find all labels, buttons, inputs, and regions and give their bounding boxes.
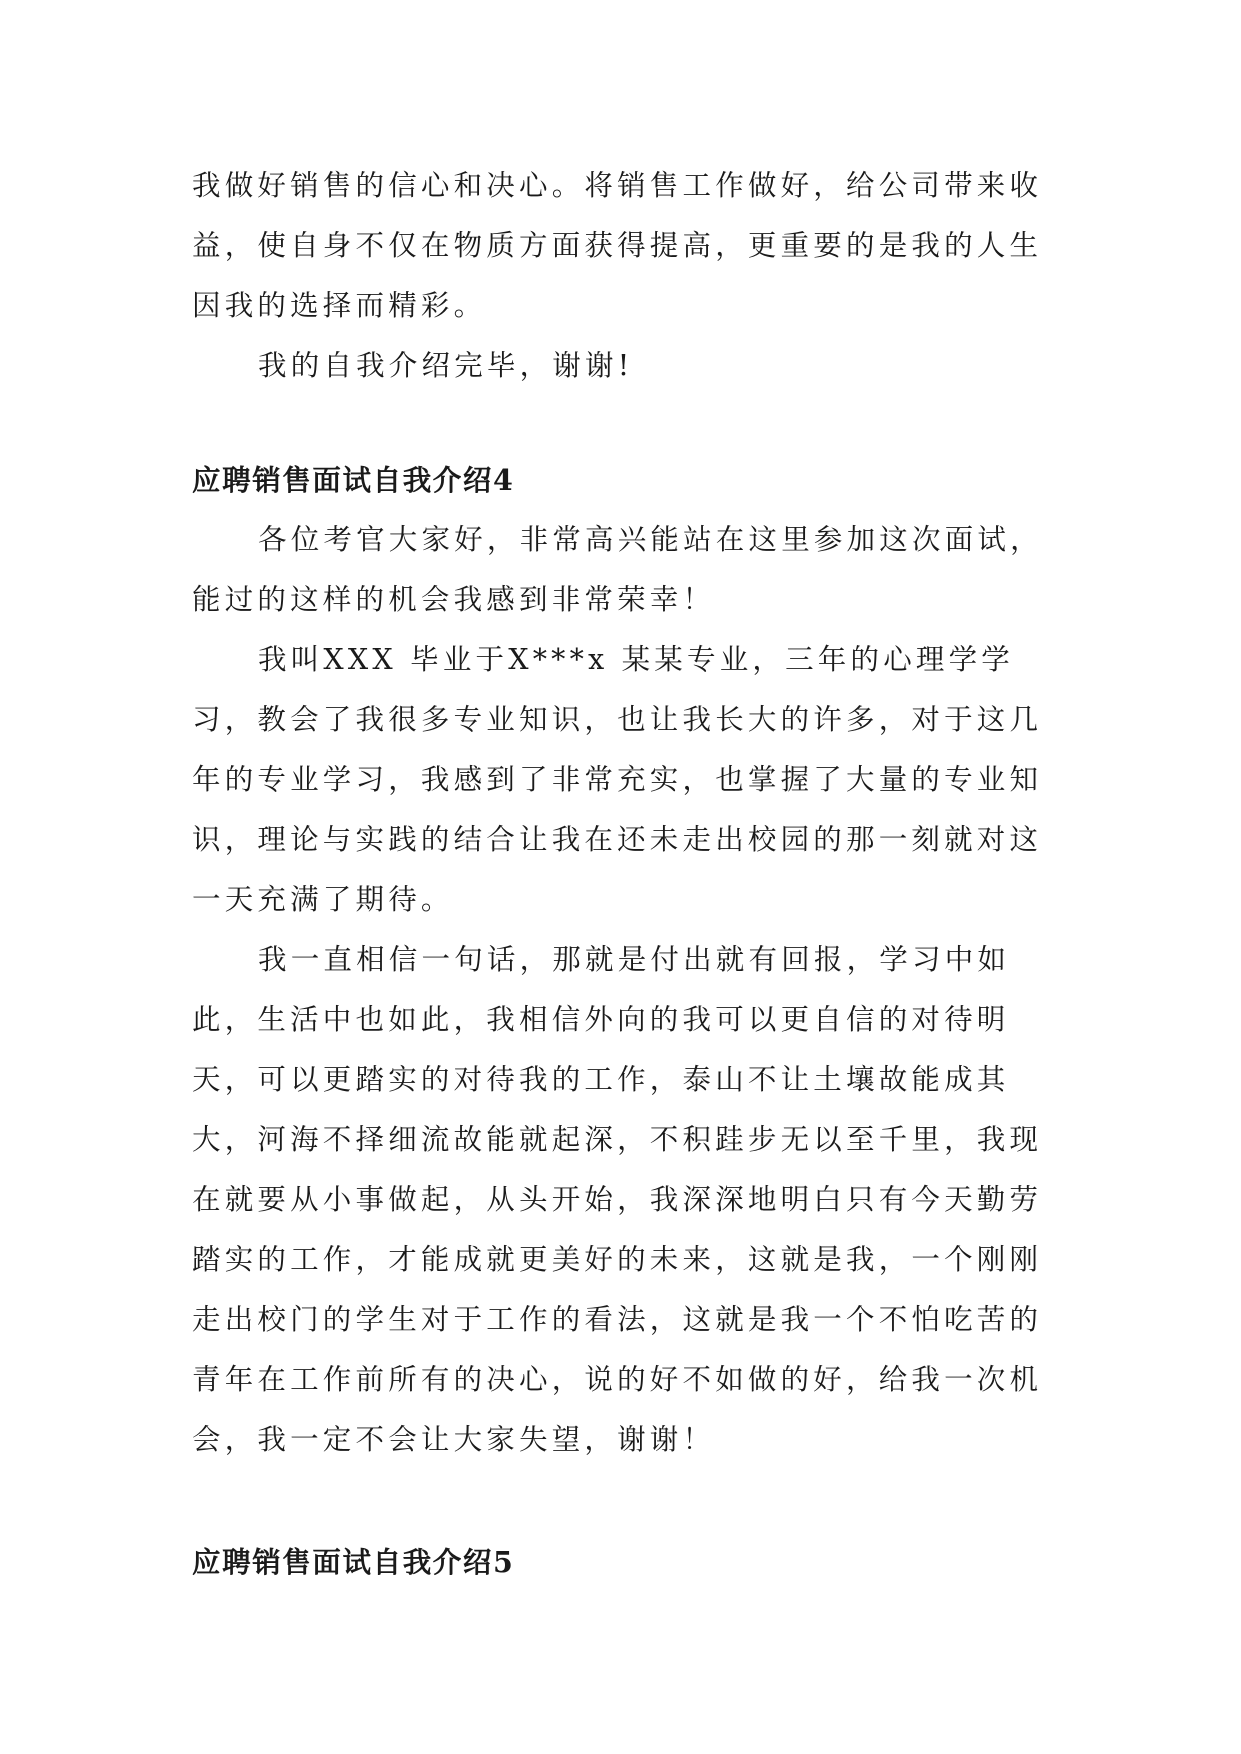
paragraph-belief: 我一直相信一句话，那就是付出就有回报，学习中如此，生活中也如此，我相信外向的我可以更自信的对待明天，可以更踏实的对待我的工作，泰山不让土壤故能成其大，河海不择细流故能就起深，不积跬步无以至千里，我现在就要从小事做起，从头开始，我深深地明白只有今天勤劳踏实的工作，才能成就更美好的未来，这就是我，一个刚刚走出校门的学生对于工作的看法，这就是我一个不怕吃苦的青年在工作前所有的决心，说的好不如做的好，给我一次机会，我一定不会让大家失望，谢谢！ [192, 943, 1043, 1456]
paragraph-greeting: 各位考官大家好，非常高兴能站在这里参加这次面试，能过的这样的机会我感到非常荣幸！ [192, 523, 1043, 616]
paragraph-background: 我叫XXX 毕业于X***x 某某专业，三年的心理学学习，教会了我很多专业知识，也让我长大的许多，对于这几年的专业学习，我感到了非常充实，也掌握了大量的专业知识，理论与实践的结合让我在还未走出校园的那一刻就对这一天充满了期待。 [192, 643, 1043, 916]
paragraph-continuation: 我做好销售的信心和决心。将销售工作做好，给公司带来收益，使自身不仅在物质方面获得提高，更重要的是我的人生因我的选择而精彩。 [192, 169, 1043, 322]
paragraph-closing: 我的自我介绍完毕，谢谢! [258, 349, 634, 382]
section-heading-5: 应聘销售面试自我介绍5 [192, 1545, 515, 1579]
section-heading-4: 应聘销售面试自我介绍4 [192, 463, 515, 497]
document-page [192, 156, 1062, 1592]
